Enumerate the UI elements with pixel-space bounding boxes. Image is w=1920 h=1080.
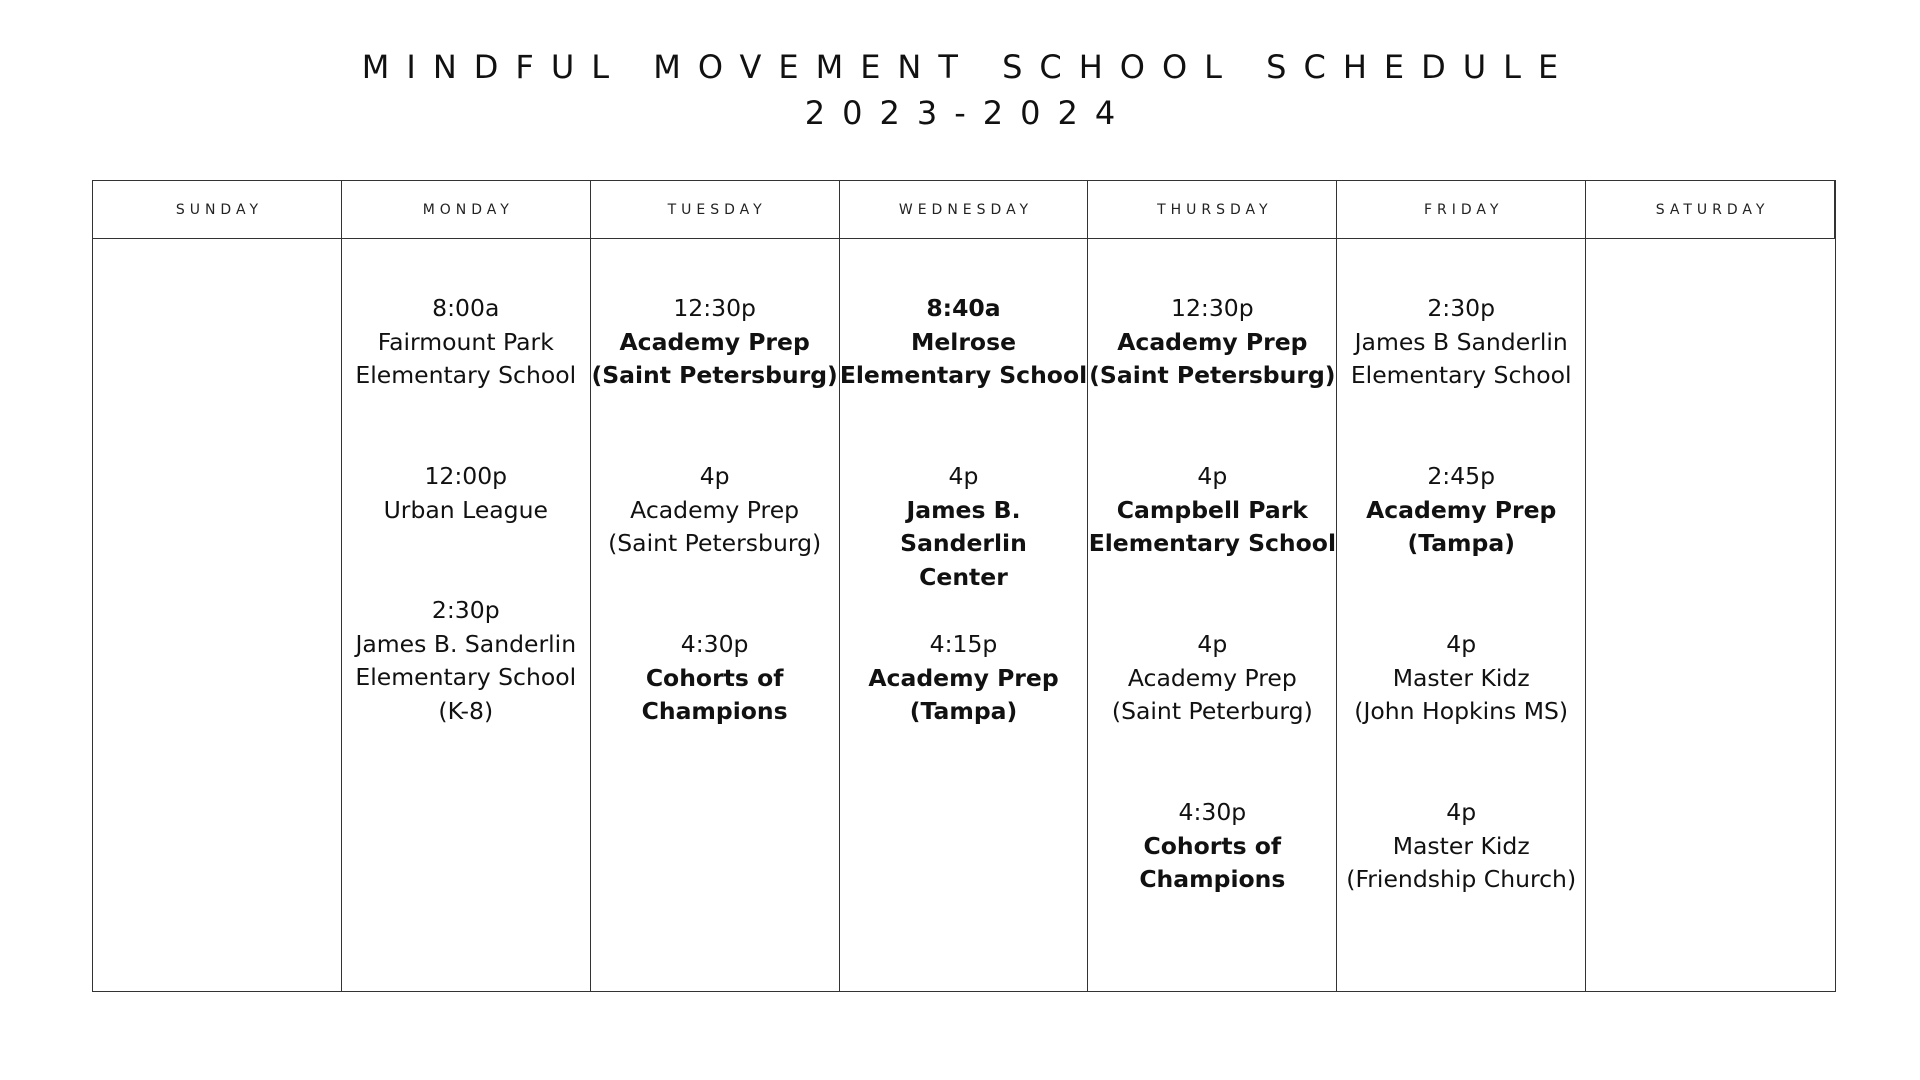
event-location: Academy Prep (Tampa): [868, 663, 1059, 725]
event-time: 4p: [699, 462, 730, 490]
event-time: 2:45p: [1427, 462, 1496, 490]
event-location: James B Sanderlin Elementary School: [1350, 327, 1572, 389]
event: [1337, 628, 1585, 729]
header-saturday: SATURDAY: [1586, 181, 1835, 239]
event: [840, 292, 1088, 393]
event: [342, 460, 590, 527]
event-time: 4p: [1446, 798, 1477, 826]
column-sunday: [93, 239, 342, 991]
event: [1088, 628, 1336, 729]
column-wednesday: [840, 239, 1089, 991]
title-line-2: 2023-2024: [804, 94, 1133, 132]
event: [591, 628, 839, 729]
event-location: Cohorts of Champions: [641, 663, 788, 725]
header-tuesday: TUESDAY: [591, 181, 840, 239]
event-time: 8:00a: [432, 294, 500, 322]
event-time: 2:30p: [1427, 294, 1496, 322]
event-time: 4p: [1197, 630, 1228, 658]
column-friday: [1337, 239, 1586, 991]
header-friday: FRIDAY: [1337, 181, 1586, 239]
event: [591, 460, 839, 561]
column-thursday: [1088, 239, 1337, 991]
event-location: Campbell Park Elementary School: [1088, 495, 1336, 557]
event-time: 12:30p: [1171, 294, 1254, 322]
event-location: Master Kidz (John Hopkins MS): [1354, 663, 1569, 725]
event: [342, 594, 590, 728]
header-sunday: SUNDAY: [93, 181, 342, 239]
event-location: Fairmount Park Elementary School: [355, 327, 577, 389]
header-thursday: THURSDAY: [1088, 181, 1337, 239]
event-location: James B. Sanderlin Elementary School (K-8): [355, 629, 577, 725]
event-time: 12:30p: [673, 294, 756, 322]
event: [342, 292, 590, 393]
event-time: 8:40a: [926, 294, 1001, 322]
weekly-schedule-table: [92, 180, 1836, 992]
event-time: 4:15p: [929, 630, 998, 658]
event-time: 12:00p: [424, 462, 508, 490]
event-location: Urban League: [383, 495, 548, 524]
event-location: Melrose Elementary School: [839, 327, 1088, 389]
event-location: Academy Prep (Tampa): [1366, 495, 1557, 557]
event: [1337, 460, 1585, 561]
page-title: [0, 44, 1920, 136]
column-monday: [342, 239, 591, 991]
event: [1337, 292, 1585, 393]
event-time: 4p: [1197, 462, 1228, 490]
event-location: Master Kidz (Friendship Church): [1346, 831, 1577, 893]
event-location: Academy Prep (Saint Petersburg): [1089, 327, 1336, 389]
event: [840, 628, 1088, 729]
event: [591, 292, 839, 393]
event: [1088, 460, 1336, 561]
event: [840, 460, 1088, 594]
event-time: 4:30p: [680, 630, 749, 658]
event: [1088, 292, 1336, 393]
event-time: 4p: [1446, 630, 1477, 658]
event-time: 4:30p: [1178, 798, 1247, 826]
event: [1088, 796, 1336, 897]
event-location: James B. Sanderlin Center: [900, 495, 1027, 591]
event-location: Cohorts of Champions: [1139, 831, 1286, 893]
title-line-1: MINDFUL MOVEMENT SCHOOL SCHEDULE: [361, 48, 1576, 86]
header-monday: MONDAY: [342, 181, 591, 239]
event: [1337, 796, 1585, 897]
event-time: 4p: [948, 462, 979, 490]
column-tuesday: [591, 239, 840, 991]
column-saturday: [1586, 239, 1835, 991]
event-location: Academy Prep (Saint Petersburg): [608, 495, 822, 557]
header-wednesday: WEDNESDAY: [840, 181, 1089, 239]
event-time: 2:30p: [431, 596, 500, 624]
event-location: Academy Prep (Saint Peterburg): [1111, 663, 1313, 725]
event-location: Academy Prep (Saint Petersburg): [591, 327, 838, 389]
